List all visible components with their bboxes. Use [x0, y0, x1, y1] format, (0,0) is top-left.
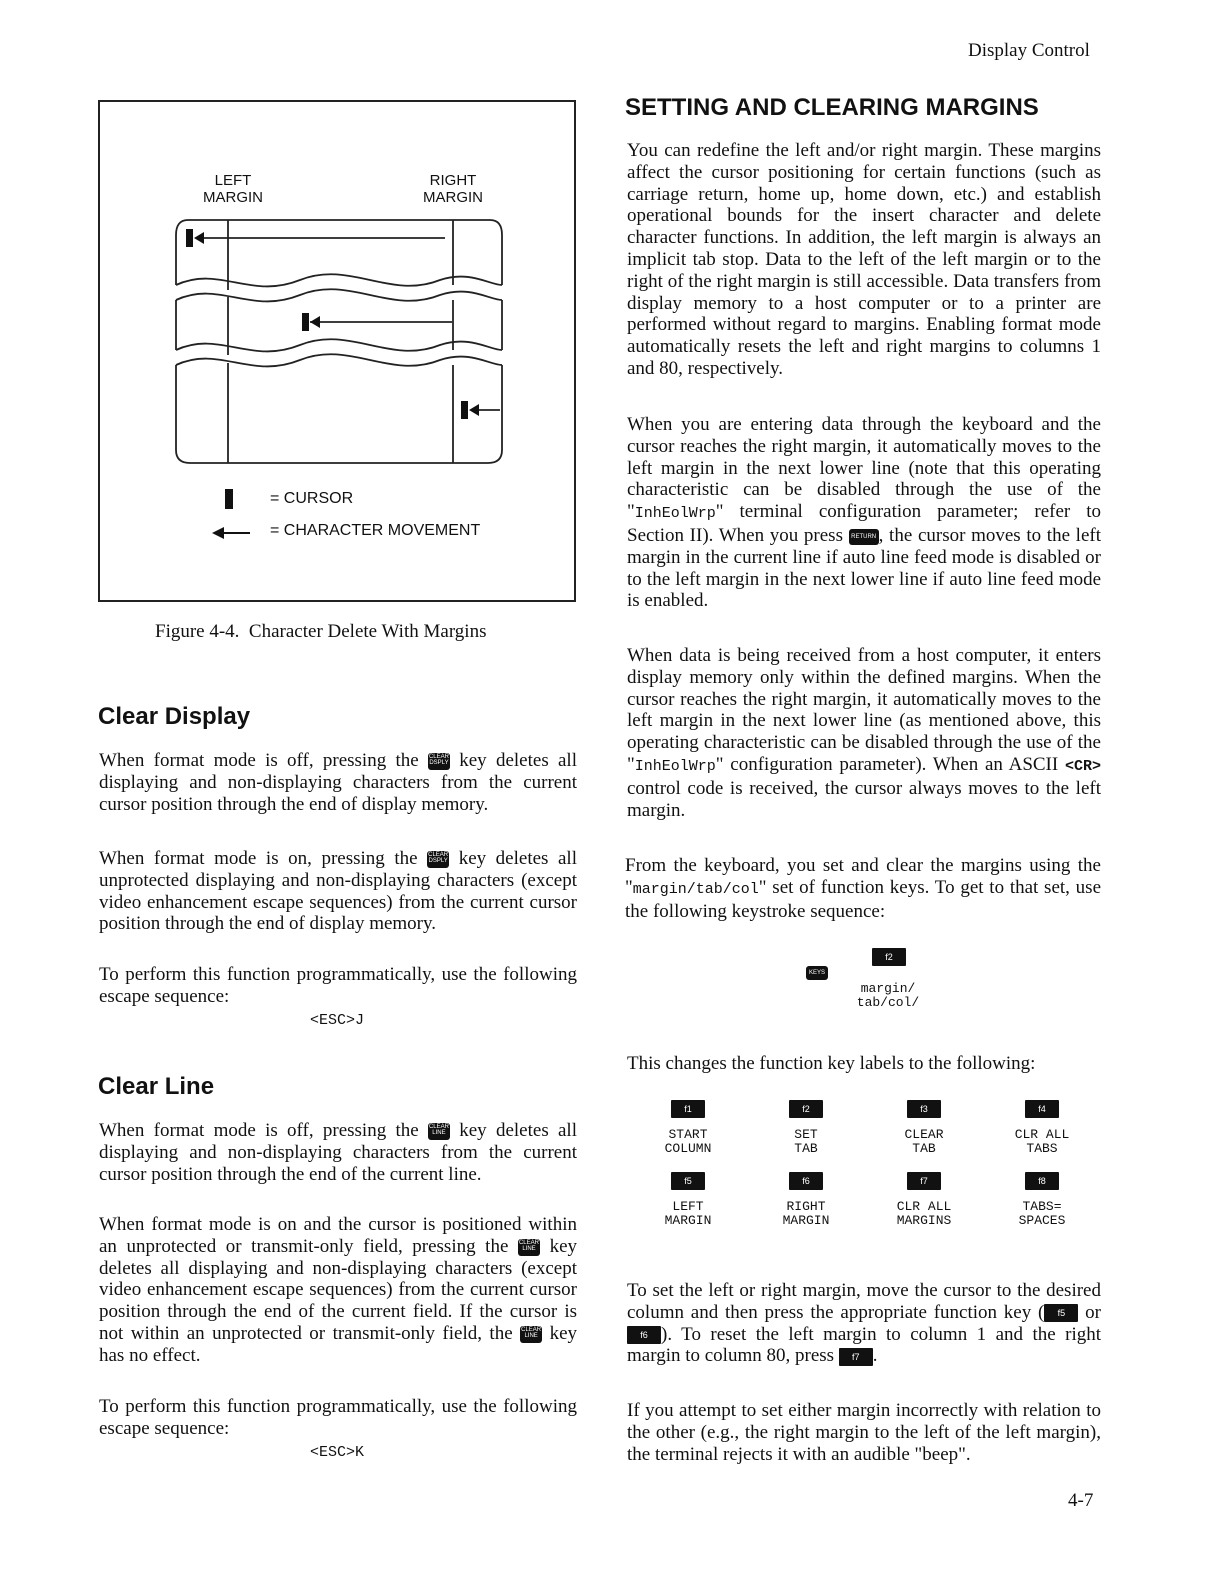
clear-display-paragraph-3: To perform this function programmatically, use the following escape sequence: — [99, 964, 577, 1007]
f8-key-icon: f8 — [1025, 1172, 1059, 1190]
margin-tab-col-label: margin/ tab/col/ — [856, 981, 920, 1010]
margins-paragraph-2: When you are entering data through the keyboard and the cursor reaches the right margin, it automatically moves to the left margin in the next lower line (note that this operating characteristic can be disabled through the use of the "InhEolWrp" terminal configuration parameter; refer to Section II). When you press RETURN , the cursor moves to the left margin in the current line if auto line feed mode is disabled or to the left margin in the next lower line if auto line feed mode is enabled. — [627, 414, 1102, 612]
margins-paragraph-3: When data is being received from a host computer, it enters display memory only within the defined margins. When the cursor reaches the right margin, it automatically moves to the left margin in the next lower line (as mentioned above, this operating characteristic can be disabled through the use of the "InhEolWrp" configuration parameter). When an ASCII <CR> control code is received, the cursor always moves to the left margin. — [627, 645, 1101, 821]
margins-paragraph-1: You can redefine the left and/or right margin. These margins affect the cursor positioning for certain functions (such as carriage return, home up, home down, etc.) and establish operational bounds for the insert character and delete character functions. In addition, the left margin is always an implicit tab stop. Data to the left of the left margin or to the right of the right margin is still accessible. Data transfers from display memory to a host computer or to a printer are performed without regard to margins. Enabling format mode automatically resets the left and right margins to columns 1 and 80, respectively. — [627, 140, 1101, 379]
figure-diagram — [160, 205, 520, 475]
clear-line-key-icon: CLEAR LINE — [520, 1326, 542, 1343]
clear-line-key-icon: CLEAR LINE — [428, 1123, 450, 1140]
user-keys-icon: KEYS — [806, 966, 828, 980]
function-key-f1: f1 START COLUMN — [658, 1100, 718, 1156]
clear-display-paragraph-2: When format mode is on, pressing the CLEAR DSPLY key deletes all unprotected displaying and non-displaying characters (except video enhancement escape sequences) from the current cursor position through the end of display memory. — [99, 848, 577, 935]
figure-left-margin-label: LEFT MARGIN — [203, 172, 263, 206]
f7-key-icon: f7 — [907, 1172, 941, 1190]
clear-display-key-icon: CLEAR DSPLY — [427, 851, 449, 868]
f5-key-icon: f5 — [1044, 1304, 1078, 1322]
margins-heading: SETTING AND CLEARING MARGINS — [625, 94, 1039, 121]
clear-line-paragraph-2: When format mode is on and the cursor is positioned within an unprotected or transmit-only field, pressing the CLEAR LINE key deletes all displaying and non-displaying characters (except video enhancement escape sequences) from the current cursor position through the end of the current field. If the cursor is not within an unprotected or transmit-only field, the CLEAR LINE key has no effect. — [99, 1214, 578, 1366]
return-key-icon: RETURN — [849, 529, 879, 545]
legend-character-movement: = CHARACTER MOVEMENT — [270, 522, 481, 539]
arrow-left-icon — [212, 525, 252, 541]
function-key-f4: f4 CLR ALL TABS — [1012, 1100, 1072, 1156]
clear-line-escape-sequence: <ESC>K — [310, 1444, 365, 1461]
function-key-f7: f7 CLR ALL MARGINS — [894, 1172, 954, 1228]
f7-key-icon: f7 — [839, 1348, 873, 1366]
margins-paragraph-5: This changes the function key labels to the following: — [627, 1053, 1036, 1074]
margins-paragraph-4: From the keyboard, you set and clear the margins using the "margin/tab/col" set of function keys. To get to that set, use the following keystroke sequence: — [625, 855, 1101, 922]
f6-key-icon: f6 — [627, 1326, 661, 1344]
function-key-f8: f8 TABS= SPACES — [1012, 1172, 1072, 1228]
clear-display-heading: Clear Display — [98, 703, 251, 730]
clear-display-key-icon: CLEAR DSPLY — [428, 753, 450, 770]
legend-cursor: = CURSOR — [270, 490, 354, 507]
clear-line-paragraph-3: To perform this function programmatically, use the following escape sequence: — [99, 1396, 577, 1439]
function-key-f3: f3 CLEAR TAB — [894, 1100, 954, 1156]
function-key-f5: f5 LEFT MARGIN — [658, 1172, 718, 1228]
clear-line-paragraph-1: When format mode is off, pressing the CLEAR LINE key deletes all displaying and non-displaying characters from the current cursor position through the end of the current line. — [99, 1120, 577, 1185]
f2-key-icon: f2 — [872, 948, 906, 966]
f6-key-icon: f6 — [789, 1172, 823, 1190]
figure-caption: Figure 4-4. Character Delete With Margins — [155, 621, 487, 642]
cursor-legend-icon — [222, 488, 236, 510]
margins-paragraph-7: If you attempt to set either margin incorrectly with relation to the other (e.g., the right margin to the left of the left margin), the terminal rejects it with an audible "beep". — [627, 1400, 1101, 1465]
function-key-f2: f2 SET TAB — [776, 1100, 836, 1156]
f2-key-icon: f2 — [789, 1100, 823, 1118]
margins-paragraph-6: To set the left or right margin, move the cursor to the desired column and then press the appropriate function key ( f5 or f6 ). To reset the left margin to column 1 and the right margin to column 80, press f7 . — [627, 1280, 1101, 1367]
clear-display-paragraph-1: When format mode is off, pressing the CLEAR DSPLY key deletes all displaying and non-displaying characters from the current cursor position through the end of display memory. — [99, 750, 577, 815]
f1-key-icon: f1 — [671, 1100, 705, 1118]
f3-key-icon: f3 — [907, 1100, 941, 1118]
page-number: 4-7 — [1068, 1490, 1094, 1511]
running-title: Display Control — [968, 40, 1090, 61]
f5-key-icon: f5 — [671, 1172, 705, 1190]
clear-line-heading: Clear Line — [98, 1073, 215, 1100]
f4-key-icon: f4 — [1025, 1100, 1059, 1118]
clear-line-key-icon: CLEAR LINE — [518, 1239, 540, 1256]
clear-display-escape-sequence: <ESC>J — [310, 1012, 365, 1029]
function-key-f6: f6 RIGHT MARGIN — [776, 1172, 836, 1228]
figure-right-margin-label: RIGHT MARGIN — [423, 172, 483, 206]
